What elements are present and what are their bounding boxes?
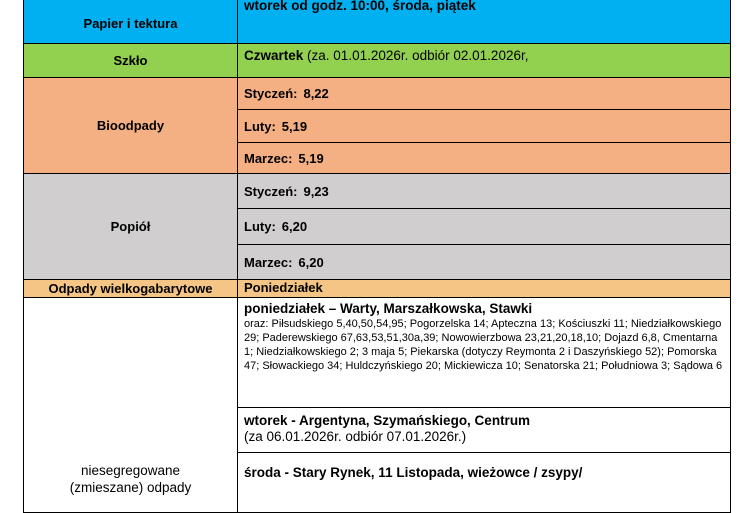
szklo-day: Czwartek (244, 48, 304, 63)
row-popiol-1: Popiół Styczeń: 9,23 (24, 174, 731, 209)
bio-mar-value: 5,19 (298, 150, 324, 166)
schedule-table (23, 0, 731, 513)
monday-route: poniedziałek – Warty, Marszałkowska, Stawki (244, 301, 533, 316)
row-wielko (24, 280, 731, 298)
bio-feb-value: 5,19 (281, 118, 308, 134)
popiol-mar-value: 6,20 (298, 254, 324, 270)
category-bio: Bioodpady (24, 78, 238, 174)
row-bio-1: Bioodpady Styczeń: 8,22 (24, 78, 731, 110)
tuesday-note: (za 06.01.2026r. odbiór 07.01.2026r.) (244, 429, 467, 444)
row-popiol-3: Marzec: 6,20 (24, 245, 731, 280)
row-bio-2: Luty: 5,19 (24, 110, 731, 143)
papier-days: wtorek od godz. 10:00, środa, piątek (244, 0, 476, 13)
row-popiol-2: Luty: 6,20 (24, 209, 731, 245)
category-popiol: Popiół (24, 174, 238, 280)
row-szklo (24, 44, 731, 78)
popiol-feb-value: 6,20 (281, 219, 308, 234)
row-bio-3: Marzec: 5,19 (24, 143, 731, 174)
wednesday-route: środa - Stary Rynek, 11 Listopada, wieżowce / zsypy/ (244, 465, 583, 480)
tuesday-route: wtorek - Argentyna, Szymańskiego, Centrum (244, 413, 531, 428)
wielko-day: Poniedziałek (244, 280, 323, 295)
popiol-jan-value: 9,23 (303, 183, 329, 199)
category-mixed: niesegregowane (zmieszane) odpady (24, 298, 238, 513)
category-szklo: Szkło (24, 44, 238, 78)
monday-streets: oraz: Piłsudskiego 5,40,50,54,95; Pogorzelska 14; Apteczna 13; Kościuszki 11; Niedziałkowskiego 29; Paderewskiego 67,63,53,51,30a,39; Nowowierzbowa 23,21,20,18,10; Dojazd 6,8, Cmentarna 1; Niedziałkowskiego 2; 3 maja 5; Piekarska (dotyczy Reymonta 2 i Daszyńskiego 52); Pomorska 47; Słowackiego 34; Huldczyńskiego 20; Mickiewicza 10; Senatorska 21; Południowa 3; Sądowa 6 (244, 318, 723, 372)
category-wielko: Odpady wielkogabarytowe (24, 280, 238, 298)
szklo-note: (za. 01.01.2026r. odbiór 02.01.2026r, (307, 48, 529, 63)
row-mixed-1 (24, 298, 731, 408)
row-papier (24, 0, 731, 44)
category-papier: Papier i tektura (24, 0, 238, 44)
bio-jan-value: 8,22 (303, 86, 329, 101)
